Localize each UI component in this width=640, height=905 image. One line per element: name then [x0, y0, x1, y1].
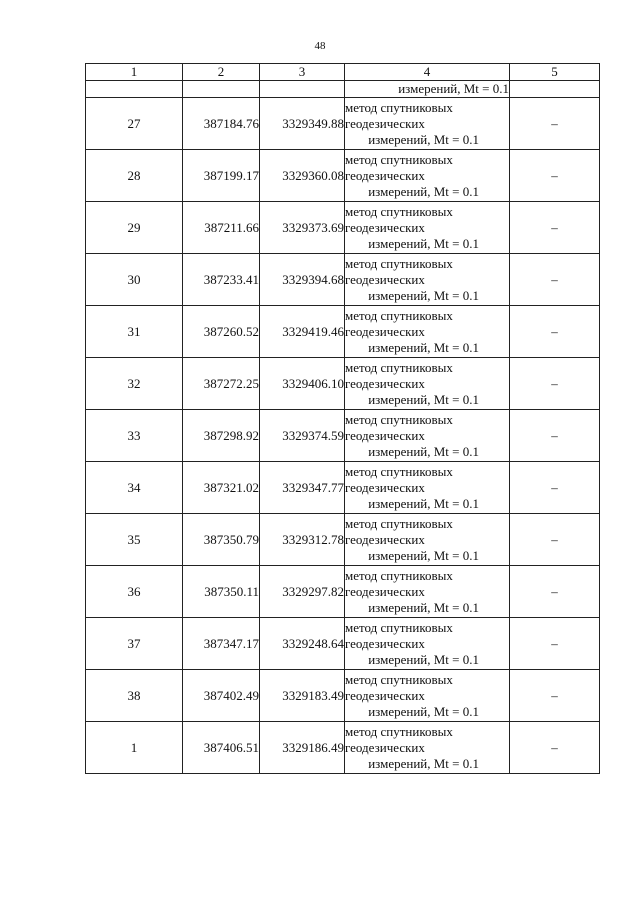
accuracy-dash: – [510, 202, 600, 254]
point-number: 1 [86, 722, 183, 774]
table-row [86, 254, 600, 306]
method-line: геодезических [345, 323, 425, 339]
coordinate-y: 3329373.69 [260, 202, 345, 254]
method-line: измерений, Mt = 0.1 [368, 703, 479, 719]
method-cell [345, 618, 510, 670]
header-cell: 1 [86, 64, 183, 81]
accuracy-dash: – [510, 618, 600, 670]
method-cell [345, 514, 510, 566]
table-row [86, 514, 600, 566]
coordinate-y: 3329186.49 [260, 722, 345, 774]
accuracy-dash: – [510, 462, 600, 514]
method-line: метод спутниковых [345, 463, 453, 479]
coordinate-x: 387233.41 [183, 254, 260, 306]
method-line: измерений, Mt = 0.1 [368, 235, 479, 251]
method-cell [345, 98, 510, 150]
method-cell [345, 150, 510, 202]
method-line: геодезических [345, 531, 425, 547]
method-line: измерений, Mt = 0.1 [368, 547, 479, 563]
accuracy-dash: – [510, 514, 600, 566]
method-line: измерений, Mt = 0.1 [368, 391, 479, 407]
method-line: метод спутниковых [345, 671, 453, 687]
coordinate-y: 3329406.10 [260, 358, 345, 410]
method-line: метод спутниковых [345, 99, 453, 115]
coordinates-table [85, 63, 600, 774]
accuracy-dash: – [510, 306, 600, 358]
table-row [86, 618, 600, 670]
method-line: измерений, Mt = 0.1 [368, 755, 479, 771]
table-row [86, 462, 600, 514]
coordinate-x: 387402.49 [183, 670, 260, 722]
method-cell [345, 722, 510, 774]
accuracy-dash: – [510, 98, 600, 150]
point-number: 32 [86, 358, 183, 410]
method-line: геодезических [345, 115, 425, 131]
method-cell [345, 254, 510, 306]
method-line: метод спутниковых [345, 411, 453, 427]
method-cell [345, 566, 510, 618]
empty-cell [86, 81, 183, 98]
point-number: 28 [86, 150, 183, 202]
method-line: измерений, Mt = 0.1 [368, 443, 479, 459]
method-continuation: измерений, Mt = 0.1 [345, 81, 510, 98]
method-line: геодезических [345, 219, 425, 235]
coordinate-y: 3329183.49 [260, 670, 345, 722]
method-line: измерений, Mt = 0.1 [368, 339, 479, 355]
table-row [86, 410, 600, 462]
method-line: метод спутниковых [345, 359, 453, 375]
accuracy-dash: – [510, 150, 600, 202]
accuracy-dash: – [510, 410, 600, 462]
header-cell: 2 [183, 64, 260, 81]
method-line: геодезических [345, 271, 425, 287]
table-row [86, 358, 600, 410]
method-line: измерений, Mt = 0.1 [368, 183, 479, 199]
coordinate-x: 387406.51 [183, 722, 260, 774]
empty-cell [183, 81, 260, 98]
method-line: измерений, Mt = 0.1 [368, 287, 479, 303]
method-line: метод спутниковых [345, 567, 453, 583]
accuracy-dash: – [510, 566, 600, 618]
accuracy-dash: – [510, 670, 600, 722]
accuracy-dash: – [510, 358, 600, 410]
coordinate-x: 387298.92 [183, 410, 260, 462]
empty-cell [510, 81, 600, 98]
method-line: метод спутниковых [345, 307, 453, 323]
method-cell [345, 670, 510, 722]
coordinate-x: 387199.17 [183, 150, 260, 202]
accuracy-dash: – [510, 722, 600, 774]
table-row [86, 150, 600, 202]
method-line: измерений, Mt = 0.1 [368, 495, 479, 511]
coordinate-x: 387272.25 [183, 358, 260, 410]
table-row [86, 306, 600, 358]
header-row [86, 64, 600, 81]
coordinate-y: 3329312.78 [260, 514, 345, 566]
coordinate-y: 3329349.88 [260, 98, 345, 150]
coordinate-x: 387184.76 [183, 98, 260, 150]
method-line: геодезических [345, 427, 425, 443]
point-number: 29 [86, 202, 183, 254]
point-number: 37 [86, 618, 183, 670]
point-number: 36 [86, 566, 183, 618]
method-line: метод спутниковых [345, 255, 453, 271]
coordinate-y: 3329297.82 [260, 566, 345, 618]
method-line: измерений, Mt = 0.1 [368, 599, 479, 615]
header-cell: 3 [260, 64, 345, 81]
method-line: геодезических [345, 687, 425, 703]
point-number: 30 [86, 254, 183, 306]
coordinate-x: 387260.52 [183, 306, 260, 358]
method-line: геодезических [345, 375, 425, 391]
coordinate-y: 3329374.59 [260, 410, 345, 462]
method-line: геодезических [345, 635, 425, 651]
coordinate-y: 3329360.08 [260, 150, 345, 202]
method-line: метод спутниковых [345, 151, 453, 167]
coordinate-y: 3329419.46 [260, 306, 345, 358]
method-line: геодезических [345, 479, 425, 495]
method-line: измерений, Mt = 0.1 [368, 131, 479, 147]
point-number: 35 [86, 514, 183, 566]
point-number: 38 [86, 670, 183, 722]
table-row [86, 566, 600, 618]
method-cell [345, 306, 510, 358]
page-number: 48 [314, 40, 326, 52]
coordinate-x: 387350.79 [183, 514, 260, 566]
method-cell [345, 202, 510, 254]
table-row [86, 670, 600, 722]
method-cell [345, 462, 510, 514]
header-cell: 4 [345, 64, 510, 81]
point-number: 31 [86, 306, 183, 358]
method-line: метод спутниковых [345, 203, 453, 219]
method-line: измерений, Mt = 0.1 [368, 651, 479, 667]
point-number: 27 [86, 98, 183, 150]
method-line: метод спутниковых [345, 619, 453, 635]
method-line: геодезических [345, 167, 425, 183]
point-number: 33 [86, 410, 183, 462]
coordinate-x: 387211.66 [183, 202, 260, 254]
table-row [86, 98, 600, 150]
header-cell: 5 [510, 64, 600, 81]
accuracy-dash: – [510, 254, 600, 306]
coordinate-y: 3329394.68 [260, 254, 345, 306]
coordinate-y: 3329347.77 [260, 462, 345, 514]
method-line: метод спутниковых [345, 723, 453, 739]
method-cell [345, 410, 510, 462]
method-line: геодезических [345, 739, 425, 755]
continuation-row [86, 81, 600, 98]
coordinate-x: 387321.02 [183, 462, 260, 514]
method-line: метод спутниковых [345, 515, 453, 531]
table-row [86, 202, 600, 254]
method-cell [345, 358, 510, 410]
empty-cell [260, 81, 345, 98]
coordinate-x: 387347.17 [183, 618, 260, 670]
coordinate-x: 387350.11 [183, 566, 260, 618]
table-row [86, 722, 600, 774]
method-line: геодезических [345, 583, 425, 599]
coordinate-y: 3329248.64 [260, 618, 345, 670]
point-number: 34 [86, 462, 183, 514]
